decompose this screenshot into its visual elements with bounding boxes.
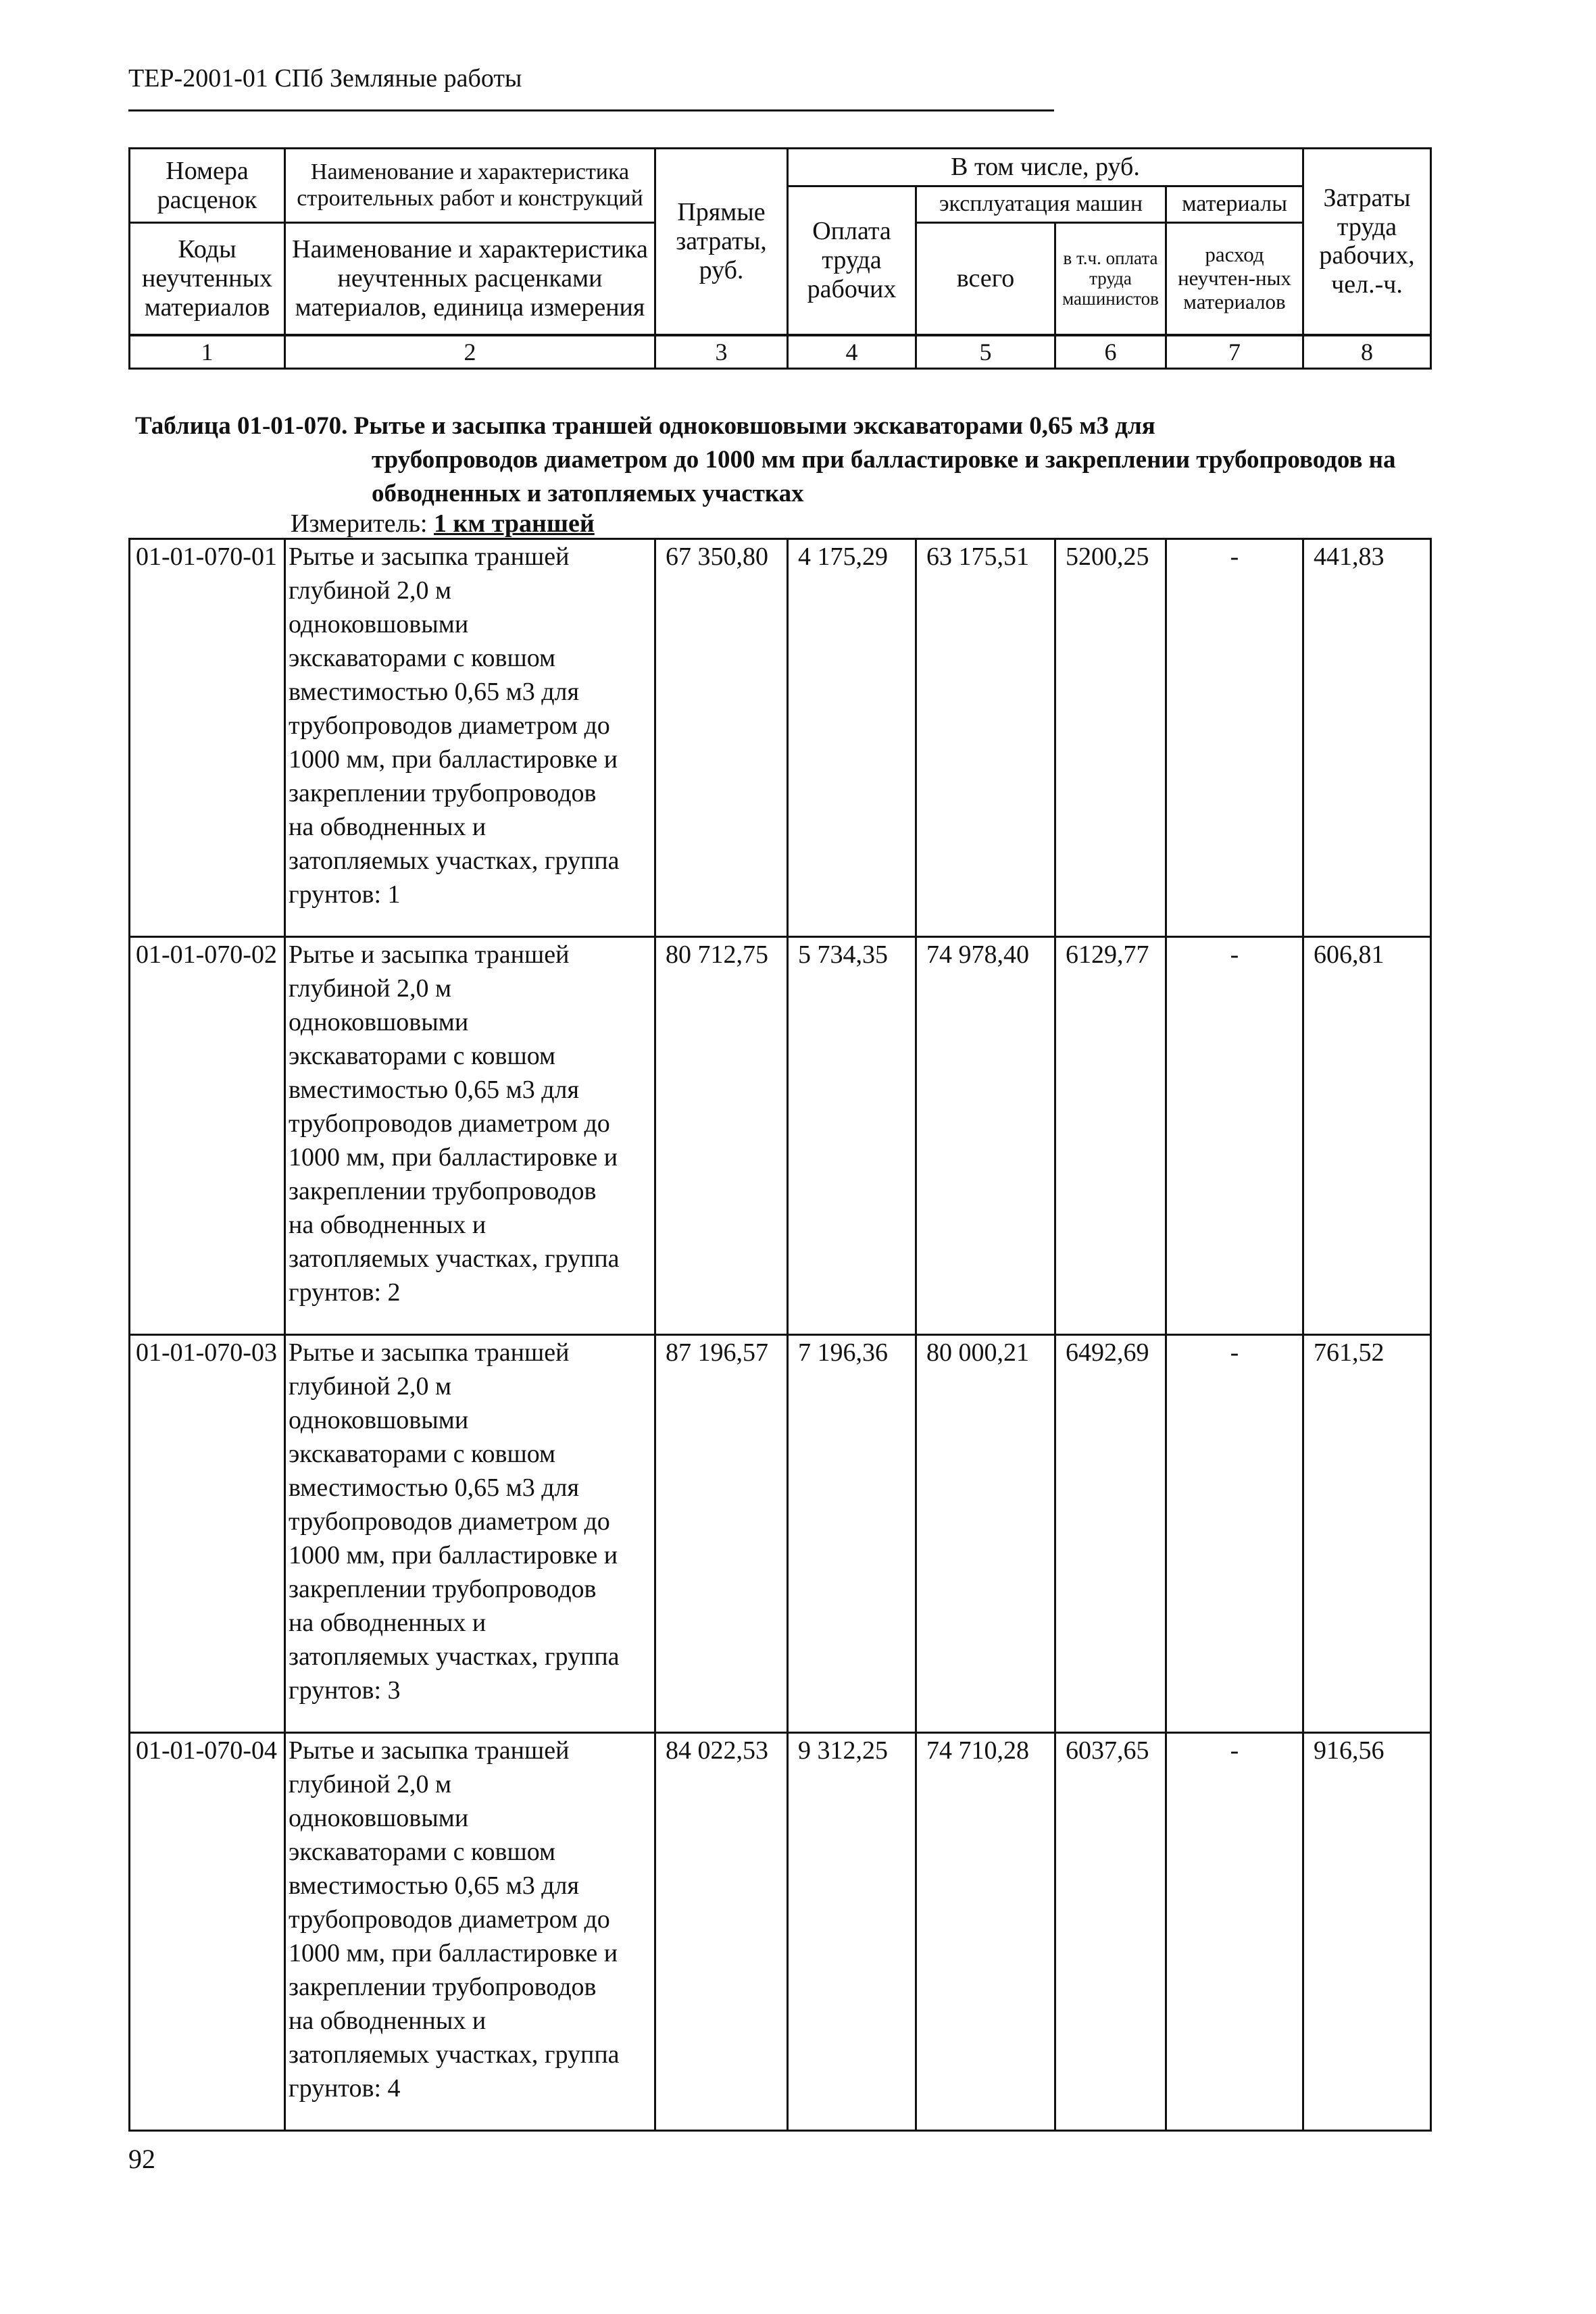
header-work-name: Наименование и характеристика строительных работ и конструкций bbox=[285, 149, 655, 223]
description-line: 1000 мм, при балластировке и bbox=[289, 745, 618, 774]
description-line: грунтов: 3 bbox=[289, 1676, 401, 1705]
description-line: на обводненных и bbox=[289, 1609, 487, 1637]
machines-total-value: 80 000,21 bbox=[916, 1335, 1055, 1733]
column-number: 4 bbox=[788, 335, 916, 369]
description-line: экскаваторами с ковшом bbox=[289, 1042, 556, 1070]
header-machinist-pay: в т.ч. оплата труда машинистов bbox=[1055, 223, 1166, 335]
rate-code: 01-01-070-03 bbox=[130, 1335, 285, 1733]
description-line: одноковшовыми bbox=[289, 1804, 469, 1832]
header-labor-hours: Затраты труда рабочих, чел.-ч. bbox=[1303, 149, 1431, 335]
rates-table bbox=[128, 538, 1432, 2132]
description-line: глубиной 2,0 м bbox=[289, 576, 452, 605]
direct-cost-value: 84 022,53 bbox=[655, 1733, 788, 2131]
direct-cost-value: 80 712,75 bbox=[655, 937, 788, 1335]
table-row bbox=[130, 539, 1431, 937]
description-line: 1000 мм, при балластировке и bbox=[289, 1143, 618, 1172]
column-number: 2 bbox=[285, 335, 655, 369]
machinist-pay-value: 6129,77 bbox=[1055, 937, 1166, 1335]
header-machines: эксплуатация машин bbox=[916, 186, 1166, 223]
description-line: закреплении трубопроводов bbox=[289, 1575, 597, 1603]
description-line: Рытье и засыпка траншей bbox=[289, 1736, 570, 1765]
measure-value: 1 км траншей bbox=[434, 509, 595, 538]
labor-pay-value: 7 196,36 bbox=[788, 1335, 916, 1733]
description-line: одноковшовыми bbox=[289, 1406, 469, 1434]
table-row bbox=[130, 1335, 1431, 1733]
rate-description bbox=[285, 1335, 655, 1733]
description-line: вместимостью 0,65 м3 для bbox=[289, 678, 579, 706]
description-line: одноковшовыми bbox=[289, 610, 469, 638]
rate-description bbox=[285, 539, 655, 937]
table-title-line: обводненных и затопляемых участках bbox=[372, 480, 804, 507]
header-material-codes: Коды неучтенных материалов bbox=[130, 223, 285, 335]
description-line: Рытье и засыпка траншей bbox=[289, 1338, 570, 1367]
description-line: одноковшовыми bbox=[289, 1008, 469, 1036]
header-material-name: Наименование и характеристика неучтенных расценками материалов, единица измерения bbox=[285, 223, 655, 335]
description-line: затопляемых участках, группа bbox=[289, 847, 620, 875]
description-line: трубопроводов диаметром до bbox=[289, 1109, 610, 1138]
description-line: глубиной 2,0 м bbox=[289, 974, 452, 1003]
rate-description bbox=[285, 1733, 655, 2131]
table-title-line: трубопроводов диаметром до 1000 мм при балластировке и закреплении трубопроводов на bbox=[372, 446, 1396, 474]
description-line: затопляемых участках, группа bbox=[289, 2040, 620, 2069]
description-line: экскаваторами с ковшом bbox=[289, 1838, 556, 1866]
machinist-pay-value: 6492,69 bbox=[1055, 1335, 1166, 1733]
running-header: ТЕР-2001-01 СПб Земляные работы bbox=[128, 64, 522, 93]
rate-code: 01-01-070-02 bbox=[130, 937, 285, 1335]
measure-unit bbox=[291, 508, 595, 539]
description-line: глубиной 2,0 м bbox=[289, 1372, 452, 1401]
header-machines-total: всего bbox=[916, 223, 1055, 335]
machines-total-value: 74 978,40 bbox=[916, 937, 1055, 1335]
description-line: экскаваторами с ковшом bbox=[289, 644, 556, 672]
description-line: закреплении трубопроводов bbox=[289, 1177, 597, 1205]
description-line: грунтов: 2 bbox=[289, 1278, 401, 1307]
table-row bbox=[130, 937, 1431, 1335]
description-line: трубопроводов диаметром до bbox=[289, 1507, 610, 1536]
column-number: 3 bbox=[655, 335, 788, 369]
rate-code: 01-01-070-04 bbox=[130, 1733, 285, 2131]
rate-code: 01-01-070-01 bbox=[130, 539, 285, 937]
header-labor-pay: Оплата труда рабочих bbox=[788, 186, 916, 335]
description-line: экскаваторами с ковшом bbox=[289, 1440, 556, 1468]
table-row bbox=[130, 1733, 1431, 2131]
column-number: 8 bbox=[1303, 335, 1431, 369]
header-unaccounted-materials: расход неучтен-ных материалов bbox=[1166, 223, 1303, 335]
header-including: В том числе, руб. bbox=[788, 149, 1303, 186]
direct-cost-value: 87 196,57 bbox=[655, 1335, 788, 1733]
column-number: 1 bbox=[130, 335, 285, 369]
description-line: вместимостью 0,65 м3 для bbox=[289, 1076, 579, 1104]
description-line: закреплении трубопроводов bbox=[289, 1973, 597, 2001]
description-line: на обводненных и bbox=[289, 2007, 487, 2035]
description-line: Рытье и засыпка траншей bbox=[289, 940, 570, 969]
table-title-line: Таблица 01-01-070. Рытье и засыпка траншей одноковшовыми экскаваторами 0,65 м3 для bbox=[135, 412, 1155, 440]
description-line: глубиной 2,0 м bbox=[289, 1770, 452, 1799]
header-rate-numbers: Номера расценок bbox=[130, 149, 285, 223]
direct-cost-value: 67 350,80 bbox=[655, 539, 788, 937]
labor-hours-value: 441,83 bbox=[1303, 539, 1431, 937]
rate-description bbox=[285, 937, 655, 1335]
description-line: на обводненных и bbox=[289, 1211, 487, 1239]
machinist-pay-value: 5200,25 bbox=[1055, 539, 1166, 937]
description-line: на обводненных и bbox=[289, 813, 487, 841]
labor-hours-value: 606,81 bbox=[1303, 937, 1431, 1335]
description-line: вместимостью 0,65 м3 для bbox=[289, 1474, 579, 1502]
description-line: Рытье и засыпка траншей bbox=[289, 543, 570, 571]
description-line: трубопроводов диаметром до bbox=[289, 1905, 610, 1934]
materials-value: - bbox=[1166, 937, 1303, 1335]
description-line: 1000 мм, при балластировке и bbox=[289, 1541, 618, 1569]
machines-total-value: 63 175,51 bbox=[916, 539, 1055, 937]
description-line: грунтов: 4 bbox=[289, 2074, 401, 2103]
description-line: закреплении трубопроводов bbox=[289, 779, 597, 807]
table-title bbox=[135, 409, 1460, 511]
machinist-pay-value: 6037,65 bbox=[1055, 1733, 1166, 2131]
header-rule bbox=[128, 109, 1054, 111]
materials-value: - bbox=[1166, 539, 1303, 937]
labor-hours-value: 916,56 bbox=[1303, 1733, 1431, 2131]
description-line: трубопроводов диаметром до bbox=[289, 711, 610, 740]
column-number: 7 bbox=[1166, 335, 1303, 369]
labor-pay-value: 9 312,25 bbox=[788, 1733, 916, 2131]
materials-value: - bbox=[1166, 1733, 1303, 2131]
labor-hours-value: 761,52 bbox=[1303, 1335, 1431, 1733]
header-direct-costs: Прямые затраты, руб. bbox=[655, 149, 788, 335]
column-header-table bbox=[128, 147, 1432, 370]
column-number: 6 bbox=[1055, 335, 1166, 369]
column-number: 5 bbox=[916, 335, 1055, 369]
labor-pay-value: 4 175,29 bbox=[788, 539, 916, 937]
description-line: затопляемых участках, группа bbox=[289, 1642, 620, 1671]
page-number: 92 bbox=[128, 2144, 155, 2174]
machines-total-value: 74 710,28 bbox=[916, 1733, 1055, 2131]
labor-pay-value: 5 734,35 bbox=[788, 937, 916, 1335]
description-line: грунтов: 1 bbox=[289, 880, 401, 909]
materials-value: - bbox=[1166, 1335, 1303, 1733]
measure-label: Измеритель: bbox=[291, 509, 428, 538]
header-materials: материалы bbox=[1166, 186, 1303, 223]
description-line: 1000 мм, при балластировке и bbox=[289, 1939, 618, 1967]
description-line: затопляемых участках, группа bbox=[289, 1244, 620, 1273]
description-line: вместимостью 0,65 м3 для bbox=[289, 1871, 579, 1900]
